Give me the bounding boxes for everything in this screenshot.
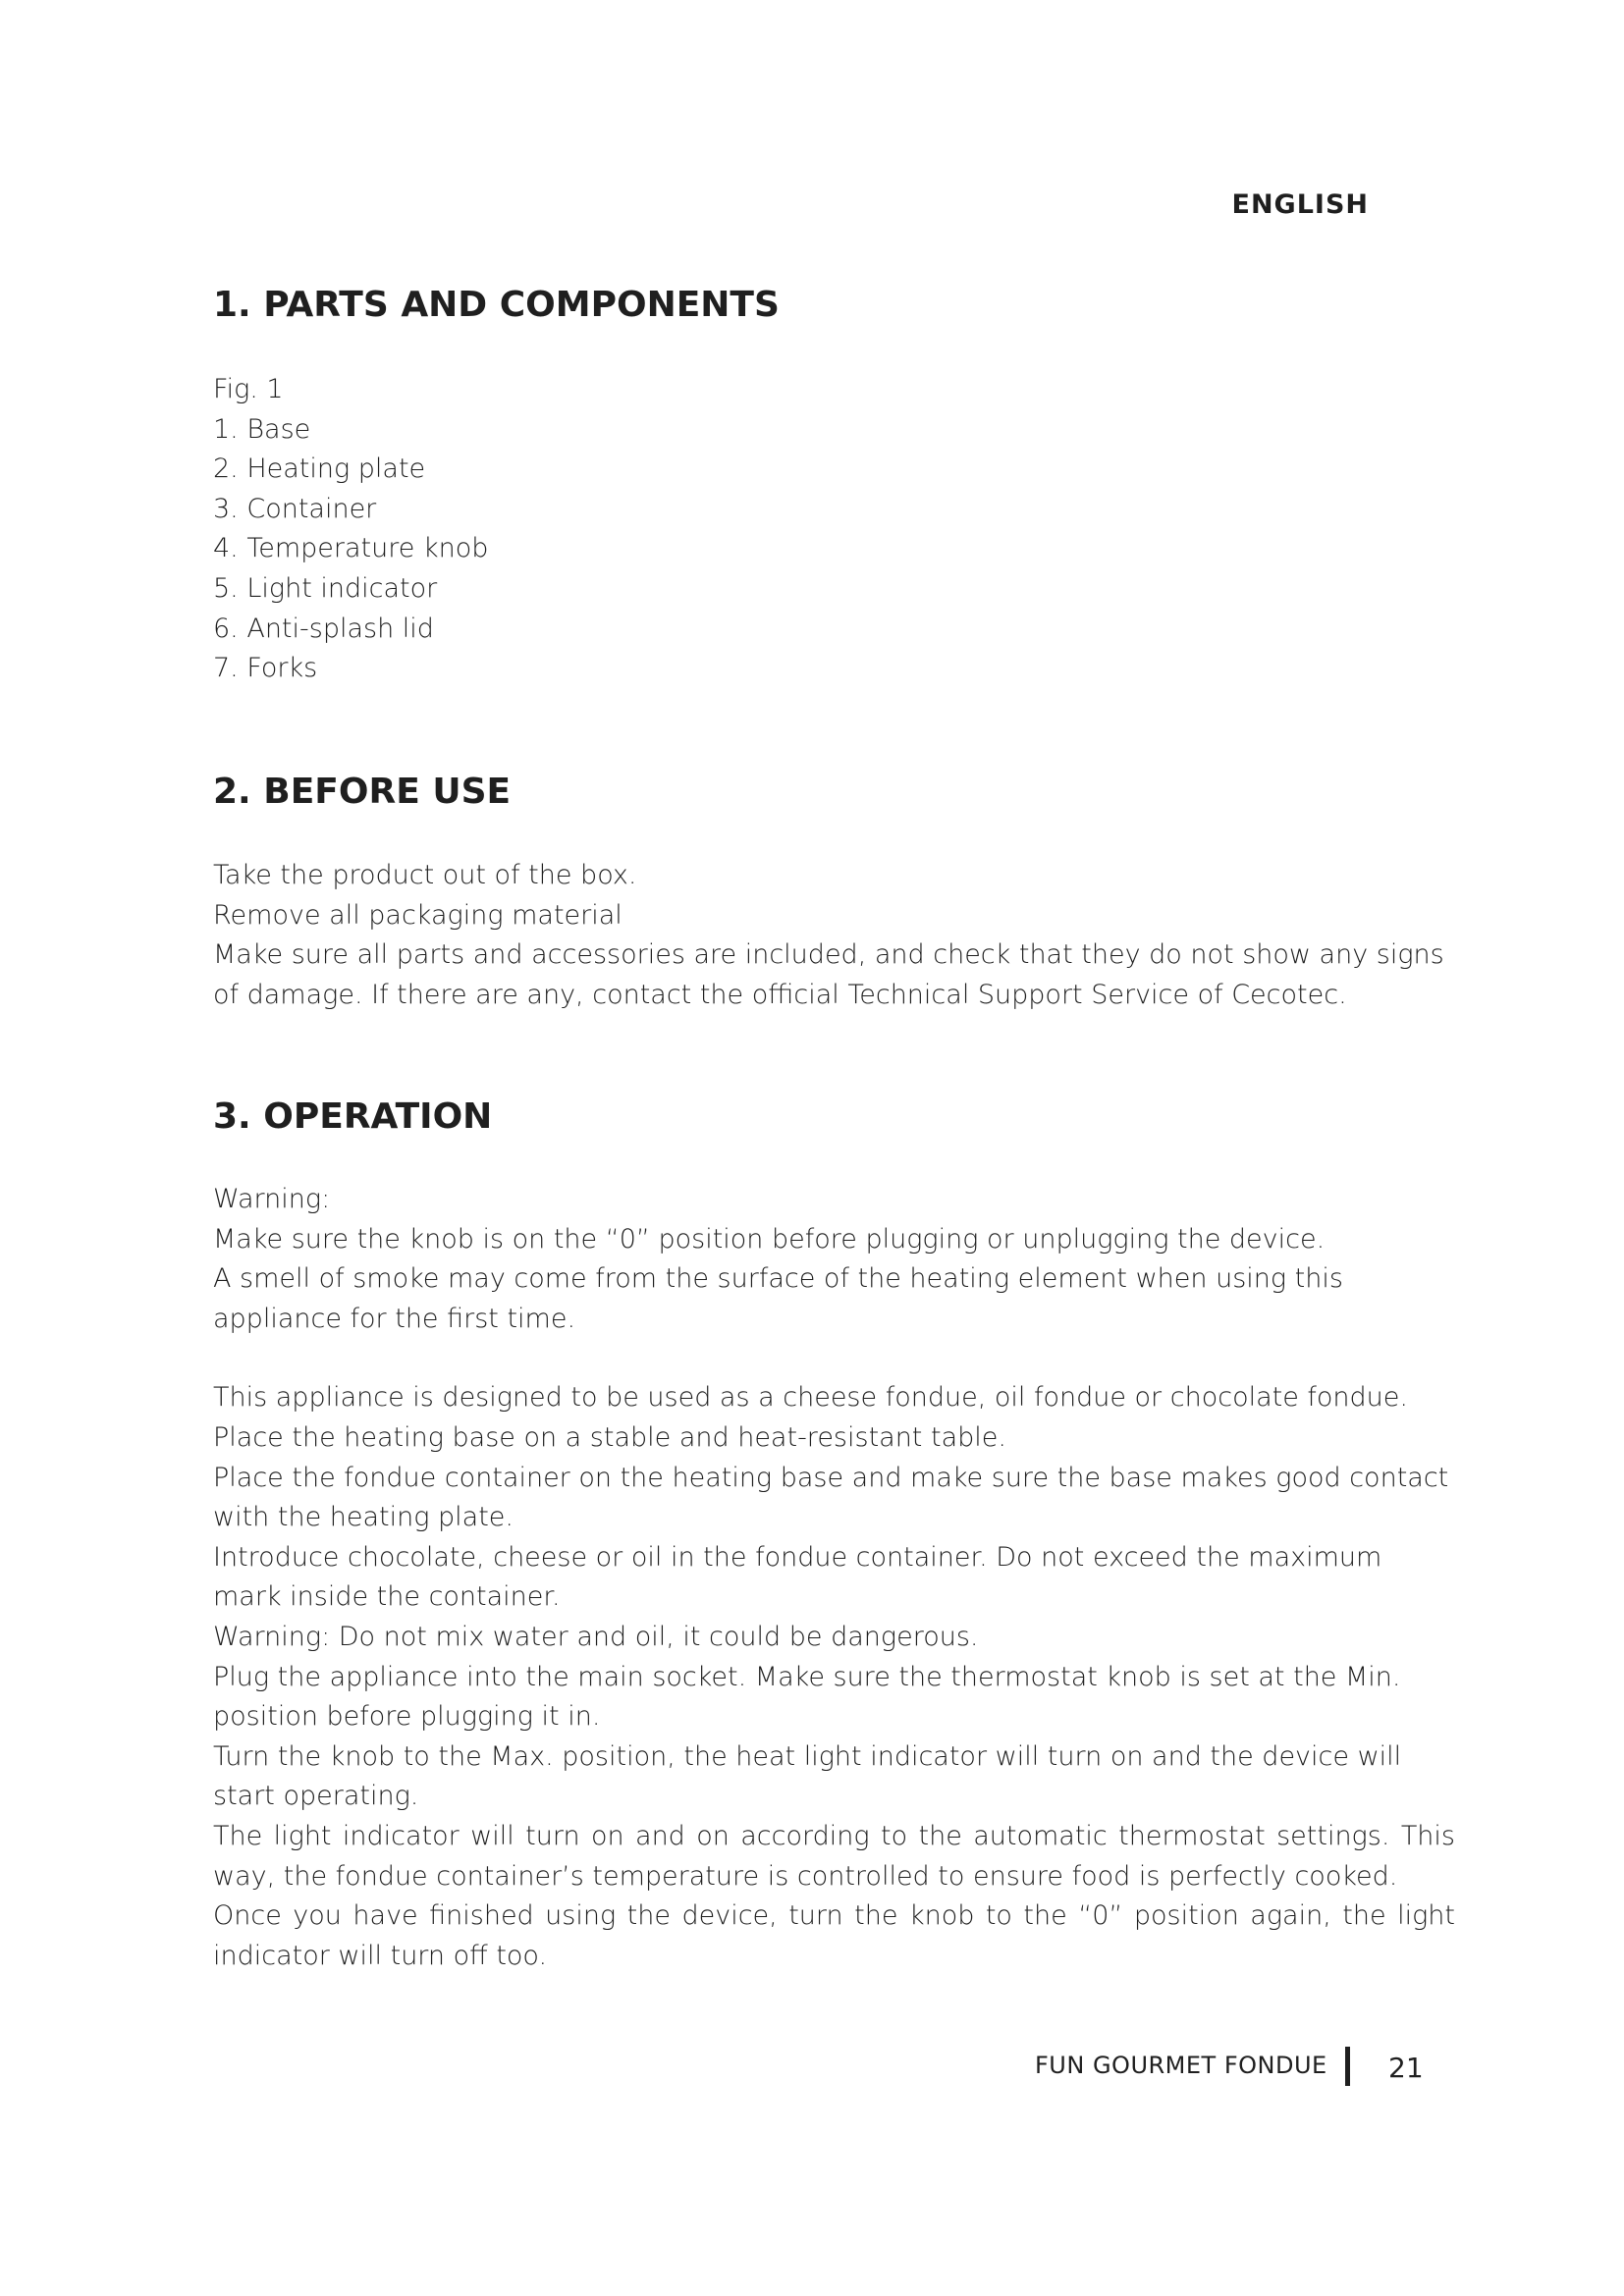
before-use-text [213, 856, 1455, 1015]
page-number: 21 [1388, 2052, 1424, 2084]
paragraph: Place the heating base on a stable and heat-resistant table. [213, 1421, 1006, 1453]
language-label: ENGLISH [1231, 189, 1369, 220]
paragraph: Turn the knob to the Max. position, the heat light indicator will turn on and the device will start operating. [213, 1740, 1402, 1812]
paragraph: Remove all packaging material [213, 899, 623, 931]
list-item: 6. Anti-splash lid [213, 613, 434, 644]
operation-text [213, 1180, 1455, 1976]
paragraph: Place the fondue container on the heating base and make sure the base makes good contact with the heating plate. [213, 1462, 1449, 1533]
figure-label: Fig. 1 [213, 374, 284, 404]
list-item: 1. Base [213, 413, 311, 445]
paragraph: A smell of smoke may come from the surface of the heating element when using this appliance for the first time. [213, 1263, 1343, 1334]
paragraph: Plug the appliance into the main socket. Make sure the thermostat knob is set at the Min. position before plugging it in. [213, 1661, 1401, 1733]
list-item: 4. Temperature knob [213, 533, 489, 564]
list-item: 7. Forks [213, 653, 318, 684]
paragraph: Warning: Do not mix water and oil, it could be dangerous. [213, 1621, 979, 1652]
section-title-before-use: 2. BEFORE USE [213, 772, 512, 812]
paragraph-gap [213, 1339, 1455, 1378]
footer-product-name: FUN GOURMET FONDUE [1035, 2052, 1327, 2079]
paragraph: This appliance is designed to be used as a cheese fondue, oil fondue or chocolate fondue. [213, 1382, 1408, 1414]
section-title-parts: 1. PARTS AND COMPONENTS [213, 285, 780, 325]
footer-separator [1345, 2047, 1350, 2086]
paragraph: Make sure the knob is on the “0” position before plugging or unplugging the device. [213, 1223, 1326, 1255]
section-title-operation: 3. OPERATION [213, 1096, 493, 1137]
list-item: 5. Light indicator [213, 572, 438, 604]
paragraph: Introduce chocolate, cheese or oil in the fondue container. Do not exceed the maximum mark inside the container. [213, 1541, 1382, 1613]
paragraph: Once you have finished using the device, turn the knob to the “0” position again, the light indicator will turn off too. [213, 1900, 1455, 1971]
parts-list [213, 370, 1455, 689]
list-item: 3. Container [213, 493, 377, 524]
paragraph: The light indicator will turn on and on according to the automatic thermostat settings. This way, the fondue container’s temperature is controlled to ensure food is perfectly cooked. [213, 1820, 1455, 1892]
paragraph: Make sure all parts and accessories are included, and check that they do not show any signs of damage. If there are any, contact the official Technical Support Service of Cecotec. [213, 939, 1444, 1010]
warning-heading: Warning: [213, 1184, 331, 1214]
paragraph: Take the product out of the box. [213, 860, 637, 890]
list-item: 2. Heating plate [213, 454, 426, 485]
